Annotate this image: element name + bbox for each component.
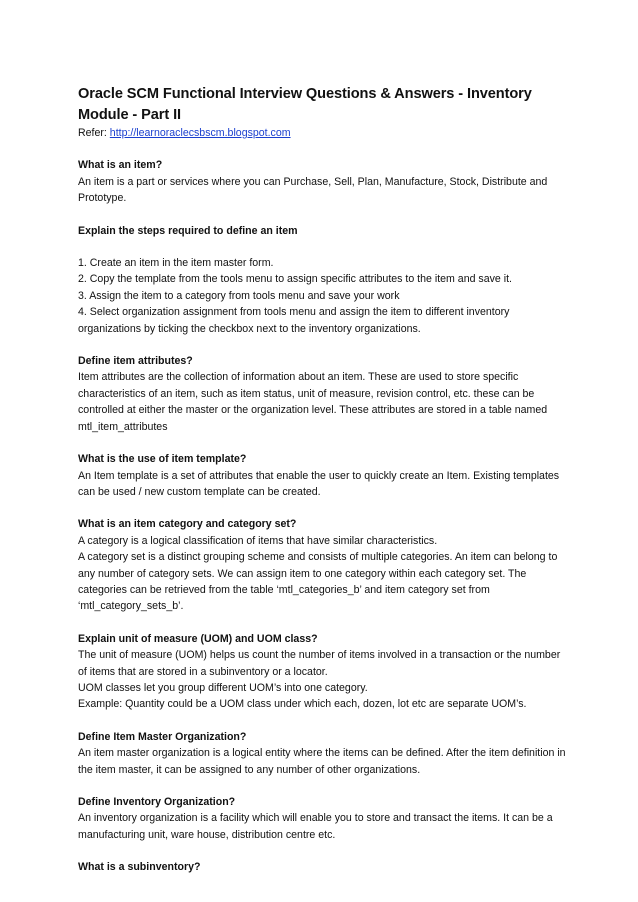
qa-section bbox=[78, 223, 568, 337]
answer-text: The unit of measure (UOM) helps us count the number of items involved in a transaction or the number of items that are stored in a subinventory or a locator. bbox=[78, 649, 561, 678]
qa-section bbox=[78, 794, 568, 843]
answer-text: A category is a logical classification of items that have similar characteristics. bbox=[78, 534, 438, 547]
question-heading: Define item attributes? bbox=[78, 355, 193, 368]
question-heading: Explain the steps required to define an item bbox=[78, 224, 298, 237]
question-heading: Define Item Master Organization? bbox=[78, 730, 247, 743]
question-heading: What is a subinventory? bbox=[78, 861, 201, 874]
question-heading: What is the use of item template? bbox=[78, 453, 247, 466]
refer-label: Refer: bbox=[78, 127, 110, 139]
qa-section bbox=[78, 157, 568, 206]
qa-section bbox=[78, 859, 568, 875]
answer-text: UOM classes let you group different UOM’s into one category. bbox=[78, 681, 368, 694]
answer-text: 3. Assign the item to a category from tools menu and save your work bbox=[78, 289, 400, 302]
document-title: Oracle SCM Functional Interview Questions & Answers - Inventory Module - Part II bbox=[78, 86, 532, 123]
answer-text: 1. Create an item in the item master form. bbox=[78, 257, 274, 270]
answer-text: An item master organization is a logical entity where the items can be defined. After the item definition in the item master, it can be assigned to any number of other organizations. bbox=[78, 747, 566, 776]
answer-text: 4. Select organization assignment from tools menu and assign the item to different inventory organizations by ticking the checkbox next to the inventory organizations. bbox=[78, 306, 510, 335]
question-heading: Explain unit of measure (UOM) and UOM class? bbox=[78, 632, 318, 645]
question-heading: Define Inventory Organization? bbox=[78, 796, 236, 808]
blank-line bbox=[78, 239, 568, 255]
document-content bbox=[78, 84, 568, 876]
qa-section bbox=[78, 516, 568, 614]
answer-text: An item is a part or services where you can Purchase, Sell, Plan, Manufacture, Stock, Distribute and Prototype. bbox=[78, 175, 548, 205]
answer-text: Example: Quantity could be a UOM class under which each, dozen, lot etc are separate UOM’s. bbox=[78, 698, 527, 711]
answer-text: An Item template is a set of attributes that enable the user to quickly create an Item. Existing templates can be used / new custom template can be created. bbox=[78, 469, 560, 498]
answer-text: An inventory organization is a facility which will enable you to store and transact the items. It can be a manufacturing unit, ware house, distribution centre etc. bbox=[78, 812, 553, 841]
qa-section bbox=[78, 353, 568, 435]
answer-text: Item attributes are the collection of information about an item. These are used to store specific characteristics of an item, such as item status, unit of measure, revision control, etc. these can be controlled at either the master or the organization level. These attributes are stored in a table named mtl_item_attributes bbox=[78, 371, 548, 433]
answer-text: A category set is a distinct grouping scheme and consists of multiple categories. An item can belong to any number of category sets. We can assign item to one category within each category set. The categories can be retrieved from the table ‘mtl_categories_b’ and item category set from ‘mtl_category_sets_b’. bbox=[78, 551, 558, 613]
qa-section bbox=[78, 631, 568, 713]
refer-link[interactable]: http://learnoraclecsbscm.blogspot.com bbox=[109, 127, 291, 139]
answer-text: 2. Copy the template from the tools menu to assign specific attributes to the item and save it. bbox=[78, 273, 512, 286]
question-heading: What is an item? bbox=[78, 159, 163, 172]
qa-section bbox=[78, 451, 568, 500]
qa-section bbox=[78, 729, 568, 778]
refer-line bbox=[78, 125, 568, 141]
question-heading: What is an item category and category set? bbox=[78, 518, 297, 531]
qa-sections bbox=[78, 157, 568, 875]
